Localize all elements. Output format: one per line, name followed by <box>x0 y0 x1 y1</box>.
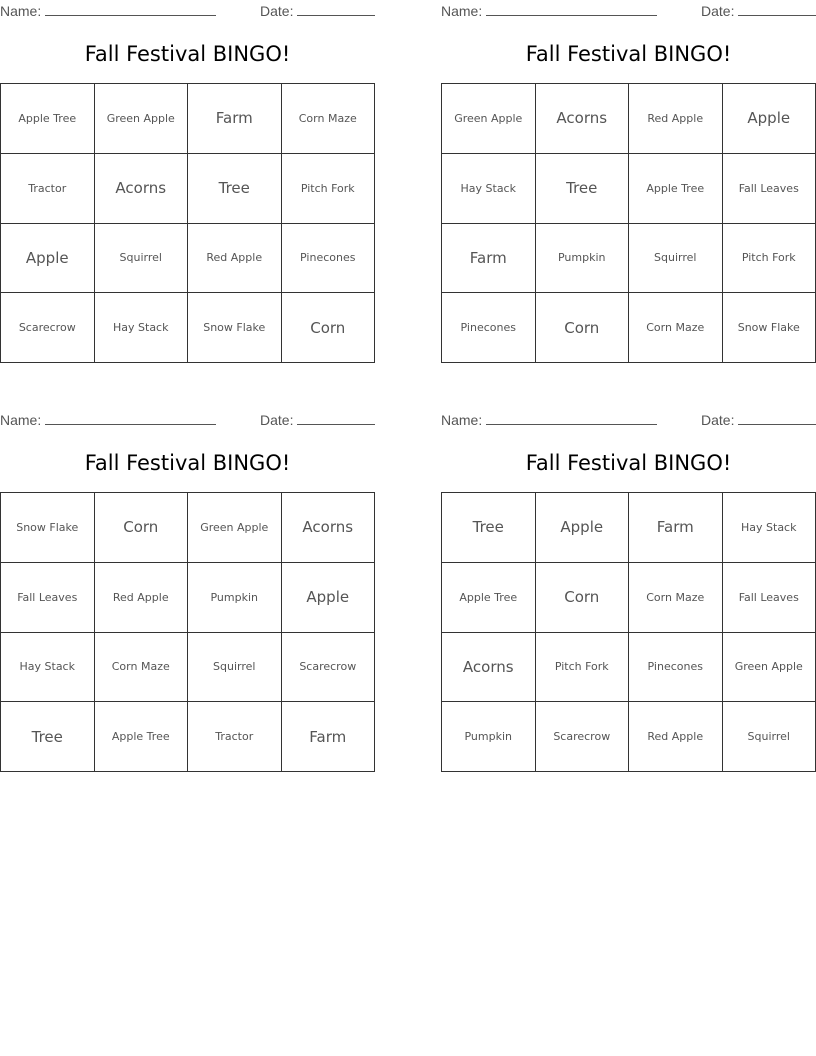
bingo-cell: Apple Tree <box>95 702 189 772</box>
bingo-grid <box>441 492 816 772</box>
bingo-cell: Apple Tree <box>442 563 536 633</box>
bingo-cell: Tree <box>442 493 536 563</box>
bingo-cell: Green Apple <box>442 84 536 154</box>
bingo-cell: Squirrel <box>95 224 189 294</box>
bingo-cell: Fall Leaves <box>723 563 816 633</box>
bingo-cell: Apple Tree <box>1 84 95 154</box>
bingo-cell: Corn <box>536 293 630 363</box>
bingo-cell: Apple <box>1 224 95 294</box>
bingo-cell: Pinecones <box>442 293 536 363</box>
name-field <box>441 411 657 428</box>
name-blank-line <box>45 411 216 425</box>
card-title: Fall Festival BINGO! <box>84 451 291 475</box>
name-field <box>0 2 216 19</box>
bingo-cell: Corn <box>95 493 189 563</box>
bingo-cell: Corn <box>282 293 376 363</box>
bingo-card <box>441 0 816 365</box>
date-blank-line <box>738 2 816 16</box>
date-field <box>260 411 375 428</box>
bingo-cell: Squirrel <box>723 702 816 772</box>
name-blank-line <box>45 2 216 16</box>
bingo-grid <box>0 492 375 772</box>
bingo-cell: Scarecrow <box>536 702 630 772</box>
bingo-cell: Fall Leaves <box>1 563 95 633</box>
date-field <box>701 411 816 428</box>
bingo-cell: Corn Maze <box>282 84 376 154</box>
bingo-cell: Pumpkin <box>536 224 630 294</box>
bingo-cell: Pitch Fork <box>723 224 816 294</box>
bingo-grid <box>441 83 816 363</box>
bingo-card <box>0 0 375 365</box>
date-blank-line <box>297 411 375 425</box>
bingo-cell: Farm <box>282 702 376 772</box>
bingo-cell: Green Apple <box>188 493 282 563</box>
bingo-cell: Pitch Fork <box>282 154 376 224</box>
name-date-row <box>0 409 375 431</box>
bingo-cell: Green Apple <box>723 633 816 703</box>
bingo-cell: Scarecrow <box>1 293 95 363</box>
bingo-cell: Tree <box>188 154 282 224</box>
bingo-grid <box>0 83 375 363</box>
bingo-cell: Apple <box>723 84 816 154</box>
name-blank-line <box>486 411 657 425</box>
bingo-cell: Corn Maze <box>95 633 189 703</box>
name-label: Name: <box>441 412 483 428</box>
bingo-cell: Tractor <box>188 702 282 772</box>
date-label: Date: <box>260 3 294 19</box>
name-date-row <box>441 0 816 22</box>
date-field <box>701 2 816 19</box>
bingo-cell: Hay Stack <box>723 493 816 563</box>
bingo-card <box>441 409 816 774</box>
card-title: Fall Festival BINGO! <box>525 42 732 66</box>
bingo-cell: Pinecones <box>282 224 376 294</box>
bingo-cell: Red Apple <box>629 84 723 154</box>
bingo-cell: Acorns <box>442 633 536 703</box>
bingo-cell: Pitch Fork <box>536 633 630 703</box>
date-field <box>260 2 375 19</box>
date-label: Date: <box>701 412 735 428</box>
bingo-cell: Apple Tree <box>629 154 723 224</box>
bingo-cell: Red Apple <box>95 563 189 633</box>
name-field <box>441 2 657 19</box>
bingo-cell: Pumpkin <box>442 702 536 772</box>
card-title: Fall Festival BINGO! <box>84 42 291 66</box>
name-label: Name: <box>0 412 42 428</box>
bingo-cell: Tractor <box>1 154 95 224</box>
bingo-cell: Snow Flake <box>723 293 816 363</box>
name-label: Name: <box>0 3 42 19</box>
date-blank-line <box>297 2 375 16</box>
bingo-cell: Farm <box>629 493 723 563</box>
bingo-cell: Acorns <box>95 154 189 224</box>
bingo-cell: Tree <box>1 702 95 772</box>
date-label: Date: <box>701 3 735 19</box>
bingo-cell: Snow Flake <box>188 293 282 363</box>
bingo-cell: Red Apple <box>629 702 723 772</box>
bingo-cell: Green Apple <box>95 84 189 154</box>
date-label: Date: <box>260 412 294 428</box>
date-blank-line <box>738 411 816 425</box>
name-date-row <box>441 409 816 431</box>
bingo-cell: Acorns <box>282 493 376 563</box>
name-blank-line <box>486 2 657 16</box>
bingo-cell: Acorns <box>536 84 630 154</box>
bingo-cell: Fall Leaves <box>723 154 816 224</box>
bingo-cell: Farm <box>442 224 536 294</box>
bingo-cell: Apple <box>282 563 376 633</box>
card-title: Fall Festival BINGO! <box>525 451 732 475</box>
bingo-cell: Red Apple <box>188 224 282 294</box>
name-label: Name: <box>441 3 483 19</box>
bingo-cell: Corn <box>536 563 630 633</box>
bingo-cell: Pumpkin <box>188 563 282 633</box>
bingo-cell: Snow Flake <box>1 493 95 563</box>
bingo-cell: Corn Maze <box>629 293 723 363</box>
bingo-cell: Hay Stack <box>1 633 95 703</box>
bingo-cell: Squirrel <box>629 224 723 294</box>
bingo-card <box>0 409 375 774</box>
bingo-cell: Scarecrow <box>282 633 376 703</box>
bingo-cell: Pinecones <box>629 633 723 703</box>
bingo-cell: Tree <box>536 154 630 224</box>
bingo-cell: Hay Stack <box>95 293 189 363</box>
bingo-cell: Hay Stack <box>442 154 536 224</box>
name-date-row <box>0 0 375 22</box>
bingo-cell: Corn Maze <box>629 563 723 633</box>
name-field <box>0 411 216 428</box>
bingo-cell: Farm <box>188 84 282 154</box>
bingo-cell: Apple <box>536 493 630 563</box>
bingo-cell: Squirrel <box>188 633 282 703</box>
